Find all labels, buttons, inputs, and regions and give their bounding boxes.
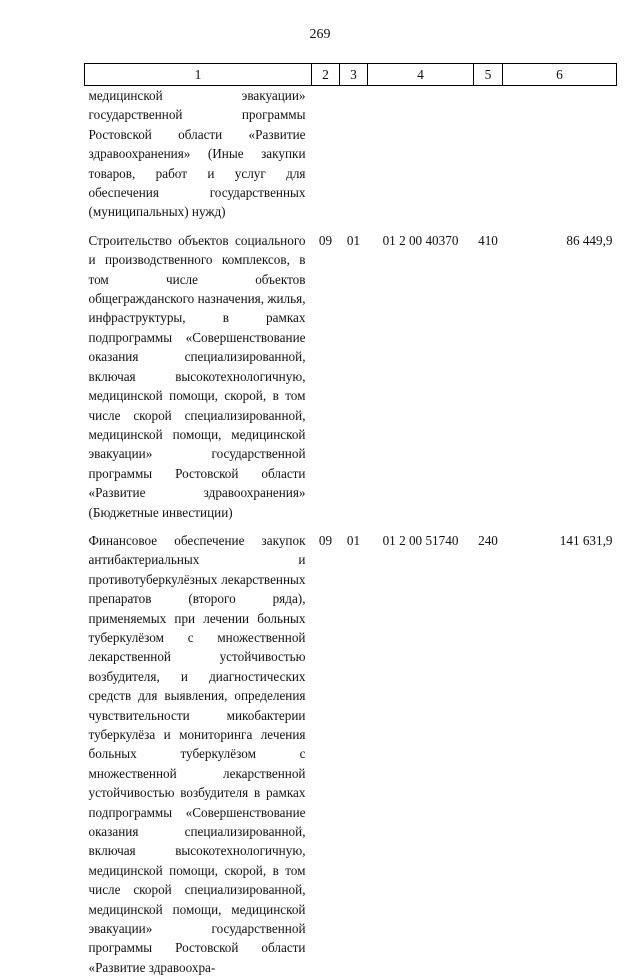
page-number: 269 xyxy=(309,27,331,42)
table-row xyxy=(85,222,617,522)
table-row xyxy=(85,522,617,977)
header-cell-4: 4 xyxy=(368,64,474,86)
table-row xyxy=(85,86,617,222)
header-cell-5: 5 xyxy=(474,64,503,86)
row-section: 09 xyxy=(318,532,333,548)
row-target-code: 01 2 00 51740 xyxy=(382,532,459,548)
row-expense-type xyxy=(474,86,503,222)
row-expense-type: 410 xyxy=(478,232,498,248)
row-section xyxy=(312,86,340,222)
header-cell-6: 6 xyxy=(503,64,617,86)
row-description: Финансовое обеспечение закупок антибактериальных и противотуберкулёзных лекарственных препаратов (второго ряда), применяемых при лечении больных туберкулёзом с множественной лекарственной устойчивостью возбудителя, и диагностических средств для выявления, определения чувствительности микобактерии туберкулёза и мониторинга лечения больных туберкулёзом с множественной лекарственной устойчивостью возбудителя в рамках подпрограммы «Совершенствование оказания специализированной, включая высокотехнологичную, медицинской помощи, скорой, в том числе скорой специализированной, медицинской помощи, медицинской эвакуации» государственной программы Ростовской области «Развитие здравоохра- xyxy=(88,532,306,975)
row-amount: 141 631,9 xyxy=(559,532,613,548)
row-description: Строительство объектов социального и производственного комплексов, в том числе объектов общегражданского назначения, жилья, инфраструктуры, в рамках подпрограммы «Совершенствование оказания специализированной, включая высокотехнологичную, медицинской помощи, скорой, в том числе скорой специализированной, медицинской помощи, медицинской эвакуации» государственной программы Ростовской области «Развитие здравоохранения» (Бюджетные инвестиции) xyxy=(88,232,306,520)
header-cell-2: 2 xyxy=(312,64,340,86)
row-description: медицинской эвакуации» государственной программы Ростовской области «Развитие здравоохранения» (Иные закупки товаров, работ и услуг для обеспечения государственных (муниципальных) нужд) xyxy=(88,88,306,220)
budget-table xyxy=(84,63,617,977)
table-header-row xyxy=(85,64,617,86)
row-subsection xyxy=(340,86,368,222)
row-section: 09 xyxy=(318,232,333,248)
row-target-code xyxy=(368,86,474,222)
row-subsection: 01 xyxy=(346,232,361,248)
row-amount: 86 449,9 xyxy=(566,232,613,248)
header-cell-1: 1 xyxy=(85,64,312,86)
row-target-code: 01 2 00 40370 xyxy=(382,232,459,248)
row-amount xyxy=(503,86,617,222)
header-cell-3: 3 xyxy=(340,64,368,86)
row-subsection: 01 xyxy=(346,532,361,548)
row-expense-type: 240 xyxy=(478,532,498,548)
